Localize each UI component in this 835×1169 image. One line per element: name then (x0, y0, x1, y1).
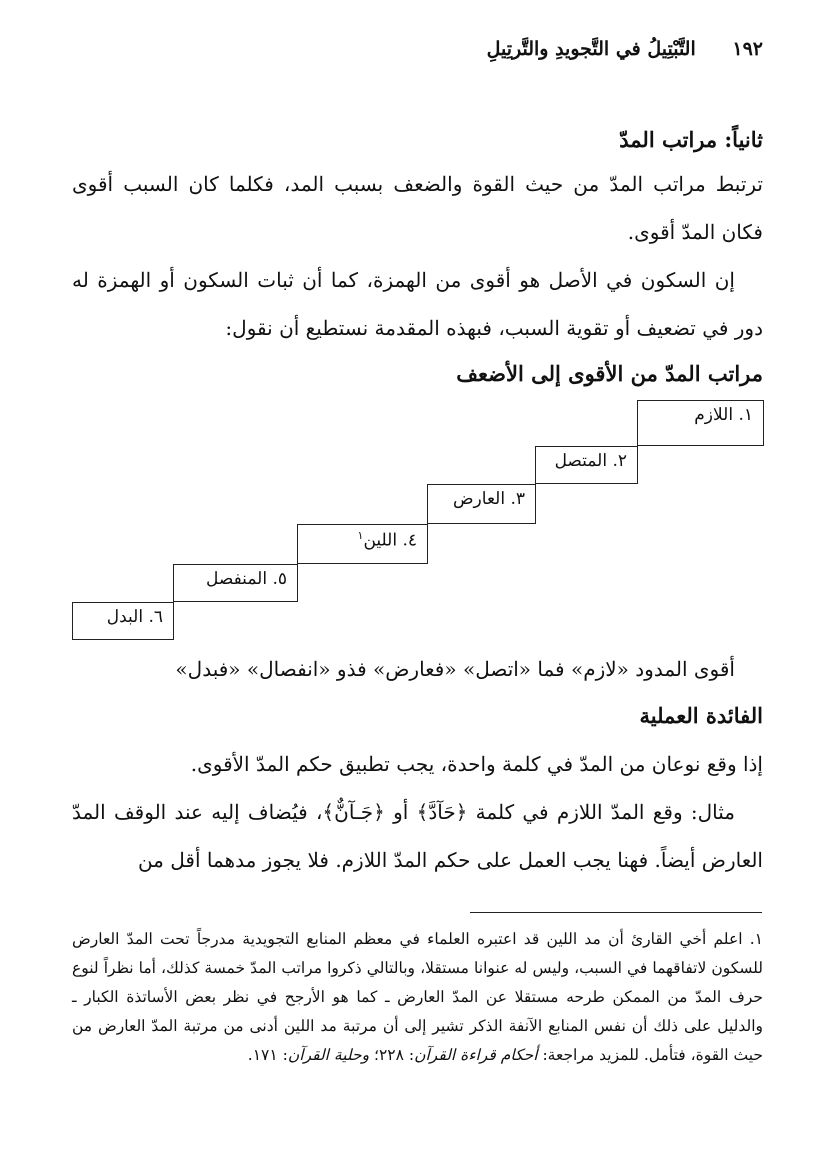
reference-2-page: : ١٧١. (247, 1046, 288, 1064)
book-title: التَّبْتِيلُ في التَّجويدِ والتَّرتِيلِ (486, 38, 696, 60)
reference-1: أحكام قراءة القرآن (414, 1046, 538, 1064)
benefit-title: الفائدة العملية (639, 703, 763, 728)
footnote-divider (470, 912, 762, 913)
section-title: ثانياً: مراتب المدّ (619, 127, 763, 152)
step-label: ٢. المتصل (554, 451, 627, 471)
paragraph-1: ترتبط مراتب المدّ من حيث القوة والضعف بسبب المد، فكلما كان السبب أقوى فكان المدّ أقوى. (72, 172, 763, 244)
step-1-lazim (637, 400, 764, 446)
step-2-muttasil (535, 446, 638, 484)
footnote-marker: ١ (357, 529, 364, 542)
reference-2: وحلية القرآن (287, 1046, 370, 1064)
paragraph-2: إن السكون في الأصل هو أقوى من الهمزة، كما أن ثبات السكون أو الهمزة له دور في تضعيف أو تقوية السبب، فبهذه المقدمة نستطيع أن نقول: (72, 268, 763, 340)
paragraph-4: مثال: وقع المدّ اللازم في كلمة ﴿حَآدَّ﴾ أو ﴿جَـآنٌّ﴾، فيُضاف إليه عند الوقف المدّ العارض أيضاً. فهنا يجب العمل على حكم المدّ اللازم. فلا يجوز مدهما أقل من (72, 800, 763, 872)
ranks-title: مراتب المدّ من الأقوى إلى الأضعف (456, 361, 763, 386)
step-5-munfasil (173, 564, 298, 602)
footnote-text: ١. اعلم أخي القارئ أن مد اللين قد اعتبره العلماء في معظم المنابع التجويدية مدرجاً تحت المدّ العارض للسكون لاتفاقهما في السبب، وليس له عنوانا مستقلا، وبالتالي ذكروا مراتب المدّ خمسة كذلك، أما نظراً لنوع حرف المدّ من الممكن طرحه مستقلا عن المدّ العارض ـ كما هو الأرجح في نظر بعض الأساتذة الكبار ـ والدليل على ذلك أن نفس المنابع الآنفة الذكر تشير إلى أن مرتبة مد اللين أدنى من مرتبة المدّ العارض من حيث القوة، فتأمل. للمزيد مراجعة: (72, 930, 763, 1064)
step-label: ٥. المنفصل (205, 569, 287, 589)
footnote (72, 925, 763, 1070)
step-6-badal (72, 602, 174, 640)
step-label: ٣. العارض (453, 489, 525, 509)
step-3-arid (427, 484, 536, 524)
paragraph-3: إذا وقع نوعان من المدّ في كلمة واحدة، يجب تطبيق حكم المدّ الأقوى. (190, 752, 763, 776)
reference-1-page: : ٢٢٨؛ (369, 1046, 415, 1064)
step-label: ١. اللازم (694, 405, 753, 425)
step-label: ٤. اللين (363, 530, 417, 551)
step-label: ٦. البدل (106, 607, 163, 627)
strongest-summary-line: أقوى المدود «لازم» فما «اتصل» «فعارض» فذو «انفصال» «فبدل» (175, 657, 735, 681)
page-number: ١٩٢ (732, 38, 763, 60)
step-4-leen (297, 524, 428, 564)
